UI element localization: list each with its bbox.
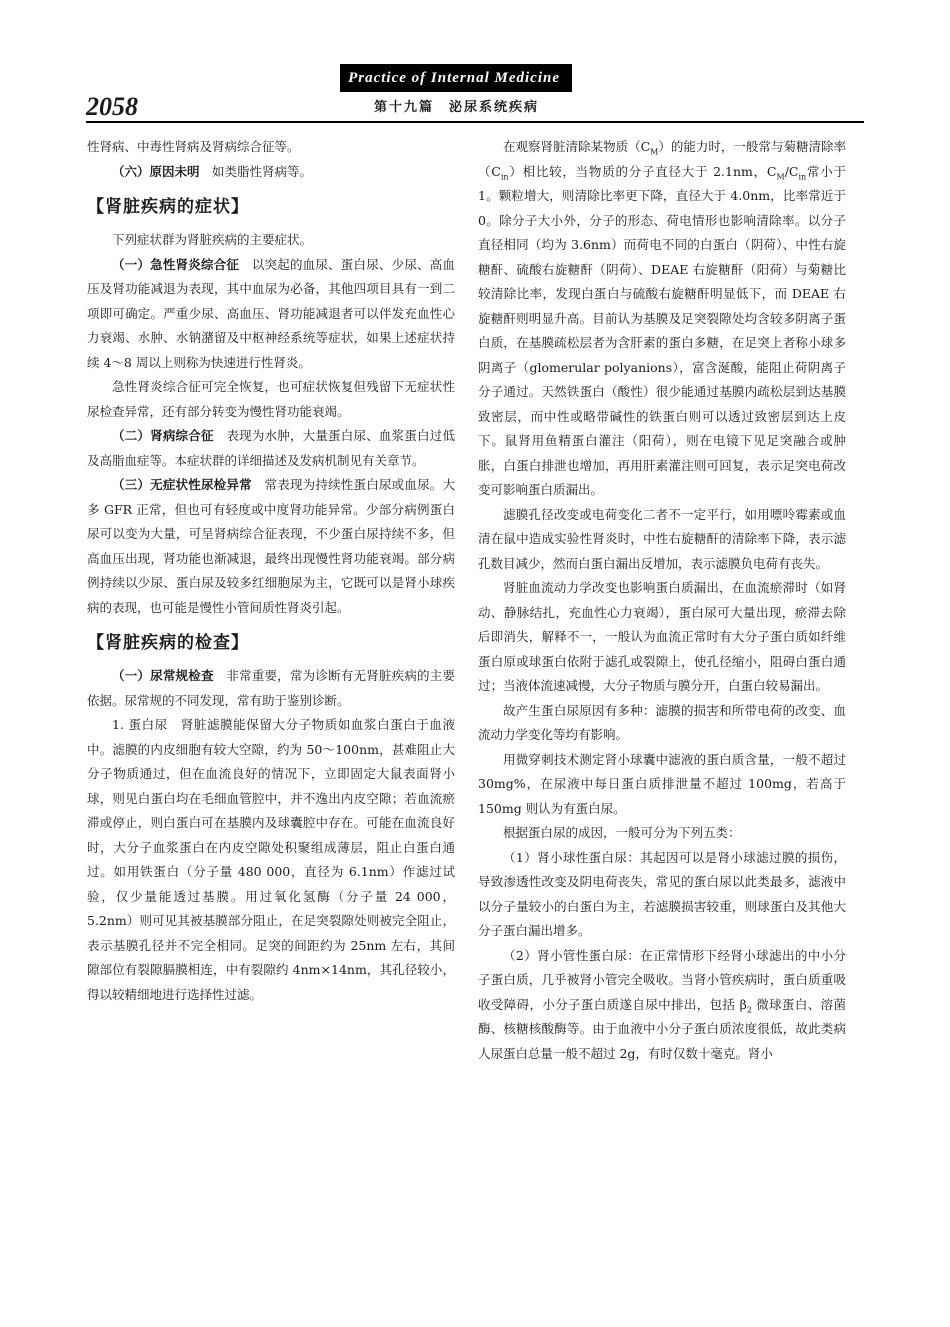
- paragraph: [87, 160, 455, 185]
- chapter-title: 第十九篇 泌尿系统疾病: [374, 100, 540, 115]
- paragraph: （1）肾小球性蛋白尿：其起因可以是肾小球滤过膜的损伤，导致渗透性改变及阴电荷丧失，常见的蛋白尿以此类最多，滤液中以分子量较小的白蛋白为主，若滤膜损害较重，则球蛋白及其他大分子蛋白漏出增多。: [478, 849, 846, 938]
- right-column: [478, 135, 846, 1066]
- text-run: 在观察肾脏清除某物质（C: [503, 139, 651, 154]
- page-number: 2058: [86, 92, 138, 121]
- item-text: 如类脂性肾病等。: [199, 163, 313, 179]
- text-run: /C: [784, 163, 799, 179]
- paragraph: [478, 944, 846, 1067]
- text-run: 常小于 1。颗粒增大，则清除比率更下降，直径大于 4.0nm，比率常近于 0。除分子大小外，分子的形态、荷电情形也影响清除率。以分子直径相同（均为 3.6nm）而荷电不同的白蛋白（阴荷）、中性右旋糖酐、硫酸右旋糖酐（阴荷）、DEAE 右旋糖酐（阳荷）与菊糖比较清除比率，发现白蛋白与硫酸右旋糖酐明显低下，而 DEAE 右旋糖酐则明显升高。目前认为基膜及足突裂隙处均含较多阴离子蛋白质，在基膜疏松层者为含肝素的蛋白多糖，在足突上者称小球多阴离子（glomerular polyanions），富含涎酸，能阻止荷阴离子分子通过。天然铁蛋白（酸性）很少能通过基膜内疏松层到达基膜致密层，而中性或略带碱性的铁蛋白则可以透过致密层到达上皮下。鼠肾用鱼精蛋白灌注（阳荷），则在电镜下见足突融合或肿胀，白蛋白排泄也增加，再用肝素灌注则可回复，表示足突电荷改变可影响蛋白质漏出。: [478, 163, 846, 497]
- item-text: 常表现为持续性蛋白尿或血尿。大多 GFR 正常，但也可有轻度或中度肾功能异常。少部分病例蛋白尿可以变为大量，可呈肾病综合征表现，不少蛋白尿持续不多，但高血压出现，肾功能也渐减退，最终出现慢性肾功能衰竭。部分病例持续以少尿、蛋白尿及较多红细胞尿为主，它既可以是肾小球疾病的表现，也可能是慢性小管间质性肾炎引起。: [87, 477, 455, 615]
- item-text: 以突起的血尿、蛋白尿、少尿、高血压及肾功能减退为表现，其中血尿为必备，其他四项目具有一到二项即可确定。严重少尿、高血压、肾功能减退者可以伴发充血性心力衰竭、水肿、水钠潴留及中枢神经系统等症状，如果上述症状持续 4～8 周以上则称为快速进行性肾炎。: [87, 256, 455, 370]
- text-run: （2）肾小管性蛋白尿：在正常情形下经肾小球滤出的中小分子蛋白质，几乎被肾小管完全吸收。当肾小管疾病时，蛋白质重吸收受障碍，小分子蛋白质遂自尿中排出，包括 β: [478, 947, 846, 1012]
- paragraph: 滤膜孔径改变或电荷变化二者不一定平行，如用嘌呤霉素或血清在鼠中造成实验性肾炎时，中性右旋糖酐的清除率下降，表示滤孔数目减少，然而白蛋白漏出反增加，表示滤膜负电荷有丧失。: [478, 506, 846, 571]
- paragraph: [478, 135, 846, 503]
- item-text: 非常重要，常为诊断有无肾脏疾病的主要依据。尿常规的不同发现，常有助于鉴别诊断。: [87, 668, 455, 708]
- paragraph: [87, 473, 455, 620]
- text-run: 微球蛋白、溶菌酶、核糖核酸酶等。由于血液中小分子蛋白质浓度很低，故此类病人尿蛋白总量一般不超过 2g，有时仅数十毫克。肾小: [478, 996, 846, 1061]
- paragraph: 性肾病、中毒性肾病及肾病综合征等。: [87, 139, 300, 154]
- paragraph: [87, 424, 455, 473]
- subscript: M: [650, 147, 659, 157]
- item-label: （三）无症状性尿检异常: [112, 477, 252, 492]
- text-run: ）相比较，当物质的分子直径大于 2.1nm，C: [508, 163, 777, 179]
- item-label: （一）急性肾炎综合征: [112, 256, 240, 272]
- item-label: （一）尿常规检查: [112, 668, 214, 683]
- section-heading-exam: 【肾脏疾病的检查】: [87, 633, 249, 653]
- item-text: 表现为水肿，大量蛋白尿、血浆蛋白过低及高脂血症等。本症状群的详细描述及发病机制见有关章节。: [87, 428, 455, 468]
- paragraph: 下列症状群为肾脏疾病的主要症状。: [112, 232, 313, 247]
- left-column: [87, 135, 455, 1007]
- paragraph: 1. 蛋白尿 肾脏滤膜能保留大分子物质如血浆白蛋白于血液中。滤膜的内皮细胞有较大空隙，约为 50～100nm，甚难阻止大分子物质通过，但在血流良好的情况下，立即固定大鼠表面肾小球，则见白蛋白均在毛细血管腔中，并不逸出内皮空隙；若血流瘀滞或停止，则白蛋白可在基膜内及球囊腔中存在。可能在血流良好时，大分子血浆蛋白在内皮空隙处积聚组成薄层，阻止白蛋白通过。如用铁蛋白（分子量 480 000，直径为 6.1nm）作滤过试验，仅少量能透过基膜。用过氧化氢酶（分子量 24 000，5.2nm）则可见其被基膜部分阻止，在足突裂隙处则被完全阻止，表示基膜孔径并不完全相同。足突的间距约为 25nm 左右，其间隙部位有裂隙膈膜相连，中有裂隙约 4nm×14nm，其孔径较小，得以较精细地进行选择性过滤。: [87, 717, 455, 1002]
- header-rule: [86, 121, 864, 123]
- item-label: （二）肾病综合征: [112, 428, 214, 443]
- paragraph: 故产生蛋白尿原因有多种：滤膜的损害和所带电荷的改变、血流动力学变化等均有影响。: [478, 702, 846, 742]
- subscript: in: [500, 172, 509, 181]
- paragraph: 肾脏血流动力学改变也影响蛋白质漏出，在血流瘀滞时（如肾动、静脉结扎，充血性心力衰竭），蛋白尿可大量出现，瘀滞去除后即消失，解释不一，一般认为血流正常时有大分子蛋白质如纤维蛋白原或球蛋白依附于滤孔或裂隙上，使孔径缩小，阻碍白蛋白通过；当液体流速减慢，大分子物质与膜分开，白蛋白较易漏出。: [478, 580, 846, 693]
- subscript: 2: [746, 1005, 752, 1014]
- subscript: in: [798, 172, 807, 181]
- section-heading-symptoms: 【肾脏疾病的症状】: [87, 197, 249, 217]
- subscript: M: [776, 172, 785, 181]
- paragraph: 用微穿刺技术测定肾小球囊中滤液的蛋白质含量，一般不超过 30mg%，在尿液中每日蛋白质排泄量不超过 100mg，若高于 150mg 则认为有蛋白尿。: [478, 751, 846, 816]
- paragraph: 根据蛋白尿的成因，一般可分为下列五类：: [503, 825, 741, 840]
- item-label: （六）原因未明: [112, 163, 200, 179]
- paragraph: 急性肾炎综合征可完全恢复，也可症状恢复但残留下无症状性尿检查异常，还有部分转变为慢性肾功能衰竭。: [87, 379, 455, 419]
- text-run: ）的能力时，一般常与菊糖清除率（C: [478, 139, 846, 179]
- paragraph: [87, 253, 455, 376]
- paragraph: [87, 664, 455, 713]
- journal-banner: Practice of Internal Medicine: [340, 64, 572, 92]
